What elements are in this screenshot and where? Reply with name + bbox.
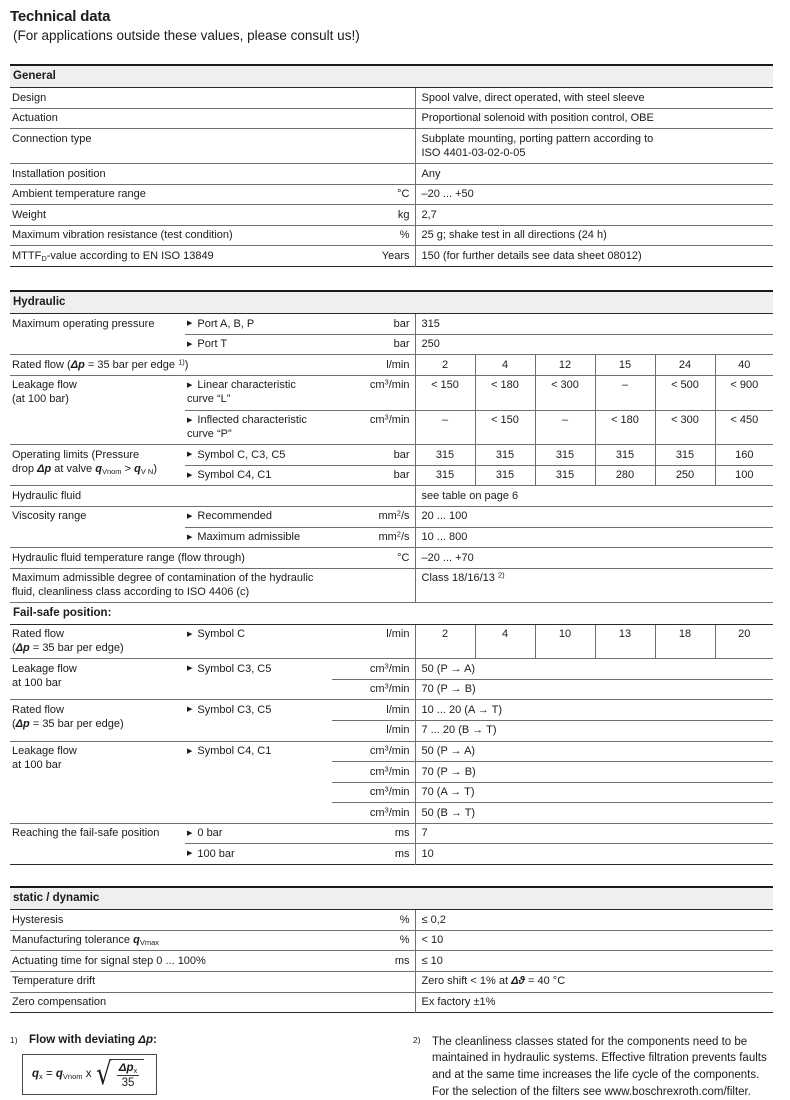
unit-cell: l/min: [332, 720, 415, 741]
footnote-2: [413, 1034, 773, 1100]
triangle-bullet-icon: [187, 531, 197, 543]
page-title: Technical data: [10, 8, 111, 25]
value-cell: 315: [415, 445, 475, 466]
value-cell: 315: [415, 314, 773, 335]
row-label: Installation position: [10, 164, 332, 185]
unit-cell: $cm^3/\min$: [332, 741, 415, 762]
row-label: Leakage flow at 100 bar: [10, 741, 185, 823]
table-row: [10, 951, 773, 972]
triangle-bullet-icon: [187, 449, 197, 461]
section-header: static / dynamic: [10, 887, 773, 910]
table-row: [10, 823, 773, 844]
footnote-1-body: [29, 1034, 157, 1095]
value-cell: 315: [415, 465, 475, 486]
value-cell: 15: [595, 355, 655, 376]
row-sublabel: ▶ Symbol C: [185, 624, 332, 659]
table-row: [10, 355, 773, 376]
value-cell: < 300: [655, 410, 715, 445]
value-cell: 70 (P → B): [415, 679, 773, 700]
value-cell: < 900: [715, 375, 773, 410]
value-cell: 40: [715, 355, 773, 376]
value-cell: 70 (P → B): [415, 762, 773, 783]
value-cell: < 150: [475, 410, 535, 445]
row-label: Manufacturing tolerance $q_{Vmax}$: [10, 930, 332, 951]
unit-cell: °C: [332, 184, 415, 205]
row-label: Connection type: [10, 129, 332, 164]
footnotes: [10, 1034, 773, 1100]
value-cell: < 180: [475, 375, 535, 410]
value-cell: –20 ... +70: [415, 548, 773, 569]
row-label: Maximum operating pressure: [10, 314, 185, 355]
triangle-bullet-icon: [187, 414, 197, 426]
value-cell: < 300: [535, 375, 595, 410]
footnote-1: [10, 1034, 413, 1100]
row-sublabel: ▶ Maximum admissible: [185, 527, 332, 548]
general-table: [10, 64, 773, 267]
unit-cell: [332, 129, 415, 164]
row-label: Leakage flow (at 100 bar): [10, 375, 185, 444]
row-sublabel: ▶ Inflected characteristic curve “P”: [185, 410, 332, 445]
value-cell: 13: [595, 624, 655, 659]
section-header: General: [10, 65, 773, 88]
value-cell: 4: [475, 355, 535, 376]
value-cell: 250: [655, 465, 715, 486]
flow-formula-box: [22, 1054, 157, 1095]
value-cell: 4: [475, 624, 535, 659]
value-cell: 25 g; shake test in all directions (24 h): [415, 225, 773, 246]
triangle-bullet-icon: [187, 745, 197, 757]
triangle-bullet-icon: [187, 704, 197, 716]
table-row: [10, 971, 773, 992]
value-cell: 315: [655, 445, 715, 466]
value-cell: 24: [655, 355, 715, 376]
value-cell: ≤ 10: [415, 951, 773, 972]
table-row: [10, 700, 773, 721]
row-sublabel: ▶ Symbol C3, C5: [185, 659, 332, 700]
fraction-numerator: $\Delta p_x$: [118, 1062, 138, 1076]
row-label: Hysteresis: [10, 910, 332, 931]
unit-cell: ms: [332, 823, 415, 844]
value-cell: 2,7: [415, 205, 773, 226]
value-cell: 10 ... 800: [415, 527, 773, 548]
unit-cell: °C: [332, 548, 415, 569]
table-row: [10, 624, 773, 659]
row-label: Zero compensation: [10, 992, 332, 1013]
table-row: [10, 910, 773, 931]
footnote-2-body: [432, 1034, 773, 1100]
unit-cell: kg: [332, 205, 415, 226]
unit-cell: $cm^3/\min$: [332, 782, 415, 803]
row-sublabel: ▶ 100 bar: [185, 844, 332, 865]
value-cell: 70 (A → T): [415, 782, 773, 803]
value-cell: < 10: [415, 930, 773, 951]
unit-cell: l/min: [332, 624, 415, 659]
value-cell: 10 ... 20 (A → T): [415, 700, 773, 721]
value-cell: Subplate mounting, porting pattern according to ISO 4401-03-02-0-05: [415, 129, 773, 164]
table-row: [10, 375, 773, 410]
value-cell: –: [535, 410, 595, 445]
table-row: [10, 291, 773, 314]
table-row: [10, 930, 773, 951]
unit-cell: [332, 992, 415, 1013]
row-sublabel: ▶ Port T: [185, 334, 332, 355]
row-sublabel: ▶ Symbol C4, C1: [185, 741, 332, 823]
table-row: [10, 314, 773, 335]
row-label: Viscosity range: [10, 506, 185, 547]
row-label: Rated flow (Δp = 35 bar per edge $^{1)}$): [10, 355, 332, 376]
table-row: [10, 445, 773, 466]
row-label: Operating limits (Pressure drop Δp at valve $q_{Vnom} > q_{V N}$): [10, 445, 185, 486]
triangle-bullet-icon: [187, 469, 197, 481]
value-cell: 2: [415, 624, 475, 659]
value-cell: –: [595, 375, 655, 410]
value-cell: 20 ... 100: [415, 506, 773, 527]
value-cell: 280: [595, 465, 655, 486]
triangle-bullet-icon: [187, 318, 197, 330]
row-sublabel: ▶ Symbol C3, C5: [185, 700, 332, 741]
footnote-2-text: The cleanliness classes stated for the components need to be maintained in hydraulic systems. Effective filtration prevents faults and at the same time increases the life cycle of the components.: [432, 1036, 767, 1081]
unit-cell: $cm^3/\min$: [332, 679, 415, 700]
footnote-1-marker: 1): [10, 1035, 18, 1046]
hydraulic-table: [10, 290, 773, 865]
value-cell: 2: [415, 355, 475, 376]
value-cell: < 450: [715, 410, 773, 445]
unit-cell: $cm^3/\min$: [332, 410, 415, 445]
value-cell: 315: [475, 465, 535, 486]
unit-cell: ms: [332, 951, 415, 972]
triangle-bullet-icon: [187, 379, 197, 391]
triangle-bullet-icon: [187, 827, 197, 839]
row-label: Weight: [10, 205, 332, 226]
unit-cell: $cm^3/\min$: [332, 803, 415, 824]
failsafe-subheader: Fail-safe position:: [10, 603, 773, 624]
row-sublabel: ▶ Symbol C4, C1: [185, 465, 332, 486]
table-row: [10, 108, 773, 129]
square-root-symbol: √: [96, 1056, 113, 1093]
unit-cell: $cm^3/\min$: [332, 762, 415, 783]
table-row: [10, 225, 773, 246]
fraction-denominator: 35: [121, 1077, 135, 1090]
table-row: [10, 741, 773, 762]
table-row: [10, 164, 773, 185]
static-dynamic-table: [10, 886, 773, 1013]
row-label: Maximum vibration resistance (test condition): [10, 225, 332, 246]
table-row: [10, 506, 773, 527]
unit-cell: %: [332, 930, 415, 951]
unit-cell: bar: [332, 445, 415, 466]
unit-cell: Years: [332, 246, 415, 267]
formula-lhs: $q_x = q_{Vnom}$ x: [32, 1068, 92, 1082]
footnote-2-marker: 2): [413, 1035, 421, 1046]
value-cell: 315: [595, 445, 655, 466]
unit-cell: bar: [332, 334, 415, 355]
value-cell: < 150: [415, 375, 475, 410]
value-cell: see table on page 6: [415, 486, 773, 507]
row-label: Leakage flow at 100 bar: [10, 659, 185, 700]
triangle-bullet-icon: [187, 510, 197, 522]
value-cell: –20 ... +50: [415, 184, 773, 205]
value-cell: Any: [415, 164, 773, 185]
value-cell: 160: [715, 445, 773, 466]
table-row: [10, 65, 773, 88]
table-row: [10, 246, 773, 267]
value-cell: Ex factory ±1%: [415, 992, 773, 1013]
table-row: [10, 887, 773, 910]
value-cell: Proportional solenoid with position control, OBE: [415, 108, 773, 129]
table-row: [10, 548, 773, 569]
value-cell: ≤ 0,2: [415, 910, 773, 931]
unit-cell: [332, 88, 415, 109]
unit-cell: [332, 108, 415, 129]
footnote-1-title: Flow with deviating Δp:: [29, 1034, 157, 1047]
row-label: Hydraulic fluid temperature range (flow through): [10, 548, 332, 569]
page-subtitle: (For applications outside these values, please consult us!): [13, 28, 360, 43]
unit-cell: ms: [332, 844, 415, 865]
row-sublabel: ▶ Linear characteristic curve “L”: [185, 375, 332, 410]
triangle-bullet-icon: [187, 663, 197, 675]
table-row: [10, 88, 773, 109]
row-label: Design: [10, 88, 332, 109]
row-label: Reaching the fail-safe position: [10, 823, 185, 864]
unit-cell: $mm^2/s$: [332, 506, 415, 527]
value-cell: 7: [415, 823, 773, 844]
unit-cell: $mm^2/s$: [332, 527, 415, 548]
unit-cell: l/min: [332, 700, 415, 721]
value-cell: –: [415, 410, 475, 445]
table-row: [10, 486, 773, 507]
value-cell: 10: [415, 844, 773, 865]
unit-cell: l/min: [332, 355, 415, 376]
unit-cell: $cm^3/\min$: [332, 375, 415, 410]
formula-radicand: [112, 1059, 145, 1089]
table-row: [10, 184, 773, 205]
table-row: [10, 603, 773, 624]
table-row: [10, 129, 773, 164]
value-cell: Zero shift < 1% at Δϑ = 40 °C: [415, 971, 773, 992]
value-cell: 150 (for further details see data sheet 08012): [415, 246, 773, 267]
table-row: [10, 659, 773, 680]
table-row: [10, 992, 773, 1013]
value-cell: 315: [535, 445, 595, 466]
row-label: Actuating time for signal step 0 ... 100%: [10, 951, 332, 972]
row-label: Maximum admissible degree of contamination of the hydraulic fluid, cleanliness class according to ISO 4406 (c): [10, 568, 415, 603]
row-label: Rated flow (Δp = 35 bar per edge): [10, 700, 185, 741]
value-cell: 50 (B → T): [415, 803, 773, 824]
row-label: Rated flow (Δp = 35 bar per edge): [10, 624, 185, 659]
section-header: Hydraulic: [10, 291, 773, 314]
row-label: Hydraulic fluid: [10, 486, 415, 507]
unit-cell: %: [332, 225, 415, 246]
unit-cell: %: [332, 910, 415, 931]
formula-fraction: [117, 1062, 140, 1089]
unit-cell: $cm^3/\min$: [332, 659, 415, 680]
table-row: [10, 568, 773, 603]
value-cell: < 500: [655, 375, 715, 410]
row-label: Temperature drift: [10, 971, 332, 992]
unit-cell: bar: [332, 314, 415, 335]
value-cell: < 180: [595, 410, 655, 445]
table-row: [10, 205, 773, 226]
row-sublabel: ▶ Recommended: [185, 506, 332, 527]
triangle-bullet-icon: [187, 848, 197, 860]
footnote-2-filter-note: For the selection of the filters see www.boschrexroth.com/filter.: [432, 1086, 751, 1099]
value-cell: 315: [535, 465, 595, 486]
unit-cell: [332, 164, 415, 185]
triangle-bullet-icon: [187, 338, 197, 350]
value-cell: 50 (P → A): [415, 741, 773, 762]
row-label: Ambient temperature range: [10, 184, 332, 205]
value-cell: 18: [655, 624, 715, 659]
unit-cell: bar: [332, 465, 415, 486]
value-cell: 50 (P → A): [415, 659, 773, 680]
value-cell: 250: [415, 334, 773, 355]
value-cell: Class 18/16/13 $^{2)}$: [415, 568, 773, 603]
row-sublabel: ▶ 0 bar: [185, 823, 332, 844]
row-label: Actuation: [10, 108, 332, 129]
value-cell: Spool valve, direct operated, with steel sleeve: [415, 88, 773, 109]
row-label: $MTTF_D$-value according to EN ISO 13849: [10, 246, 332, 267]
value-cell: 10: [535, 624, 595, 659]
value-cell: 20: [715, 624, 773, 659]
value-cell: 7 ... 20 (B → T): [415, 720, 773, 741]
value-cell: 12: [535, 355, 595, 376]
row-sublabel: ▶ Port A, B, P: [185, 314, 332, 335]
triangle-bullet-icon: [187, 628, 197, 640]
value-cell: 100: [715, 465, 773, 486]
value-cell: 315: [475, 445, 535, 466]
row-sublabel: ▶ Symbol C, C3, C5: [185, 445, 332, 466]
unit-cell: [332, 971, 415, 992]
